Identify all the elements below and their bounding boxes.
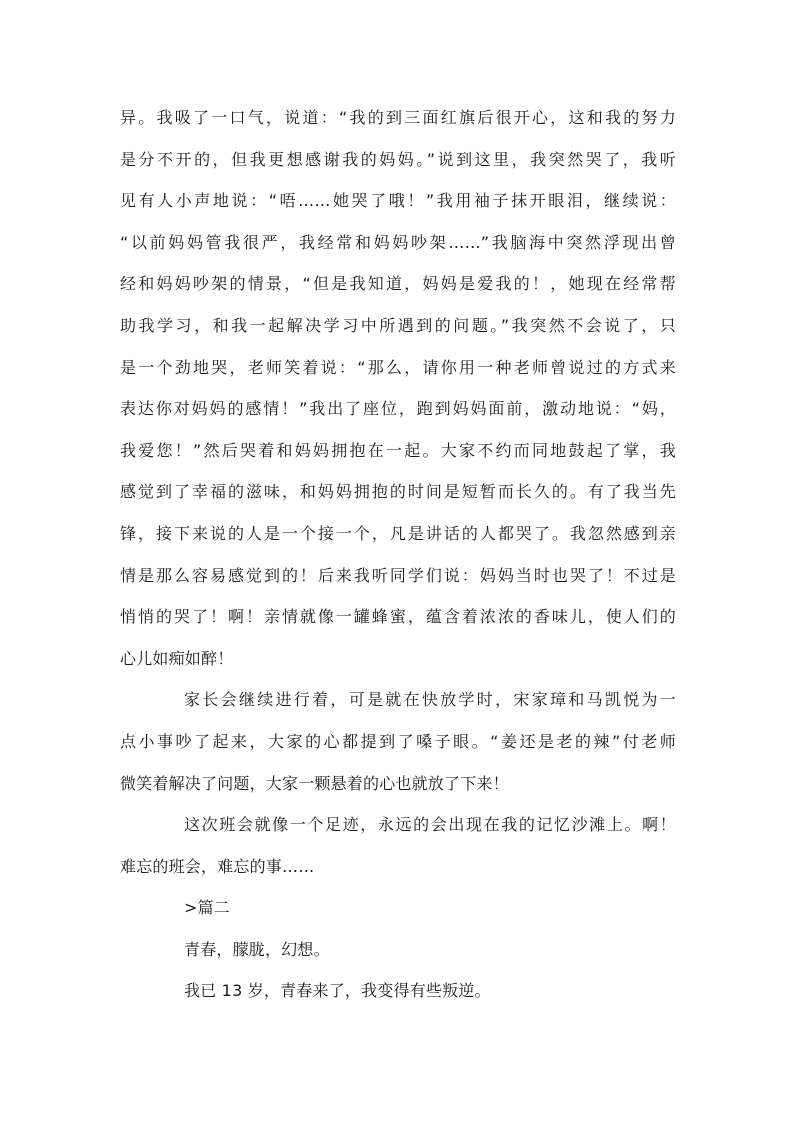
text-line: 助我学习，和我一起解决学习中所遇到的问题。”我突然不会说了，只	[120, 315, 676, 335]
text-line: 我爱您！”然后哭着和妈妈拥抱在一起。大家不约而同地鼓起了掌，我	[120, 440, 676, 460]
paragraph-2	[120, 679, 676, 804]
text-line: 感觉到了幸福的滋味，和妈妈拥抱的时间是短暂而长久的。有了我当先	[120, 482, 676, 502]
paragraph-1	[120, 97, 676, 679]
text-line: 微笑着解决了问题，大家一颗悬着的心也就放了下来！	[120, 773, 509, 793]
text-line: 难忘的班会，难忘的事……	[120, 856, 315, 876]
paragraph-3	[120, 804, 676, 887]
text-line: 情是那么容易感觉到的！后来我听同学们说：妈妈当时也哭了！不过是	[120, 565, 676, 585]
text-line: 是分不开的，但我更想感谢我的妈妈。”说到这里，我突然哭了，我听	[120, 149, 676, 169]
text-line: “以前妈妈管我很严，我经常和妈妈吵架……”我脑海中突然浮现出曾	[120, 232, 676, 252]
text-line: 经和妈妈吵架的情景，“但是我知道，妈妈是爱我的！，她现在经常帮	[120, 274, 676, 294]
text-line: 家长会继续进行着，可是就在快放学时，宋家璋和马凯悦为一	[184, 690, 676, 710]
paragraph-6	[120, 970, 676, 1012]
text-line: >篇二	[184, 898, 231, 918]
text-line: 悄悄的哭了！啊！亲情就像一罐蜂蜜，蕴含着浓浓的香味儿，使人们的	[120, 607, 676, 627]
text-line: 锋，接下来说的人是一个接一个，凡是讲话的人都哭了。我忽然感到亲	[120, 523, 676, 543]
text-line: 见有人小声地说：“唔……她哭了哦！”我用袖子抹开眼泪，继续说：	[120, 191, 676, 211]
text-line: 是一个劲地哭，老师笑着说：“那么，请你用一种老师曾说过的方式来	[120, 357, 676, 377]
text-line: 青春，朦胧，幻想。	[184, 939, 330, 959]
text-line: 我已 13 岁，青春来了，我变得有些叛逆。	[184, 981, 491, 1001]
text-line: 异。我吸了一口气，说道：“我的到三面红旗后很开心，这和我的努力	[120, 108, 676, 127]
body-text	[120, 97, 676, 1012]
text-line: 点小事吵了起来，大家的心都提到了嗓子眼。“姜还是老的辣”付老师	[120, 731, 676, 751]
text-line: 这次班会就像一个足迹，永远的会出现在我的记忆沙滩上。啊！	[184, 815, 676, 835]
section-heading	[120, 887, 676, 929]
text-line: 心儿如痴如醉！	[120, 648, 234, 668]
paragraph-5	[120, 929, 676, 971]
text-line: 表达你对妈妈的感情！”我出了座位，跑到妈妈面前，激动地说：“妈，	[120, 399, 676, 419]
